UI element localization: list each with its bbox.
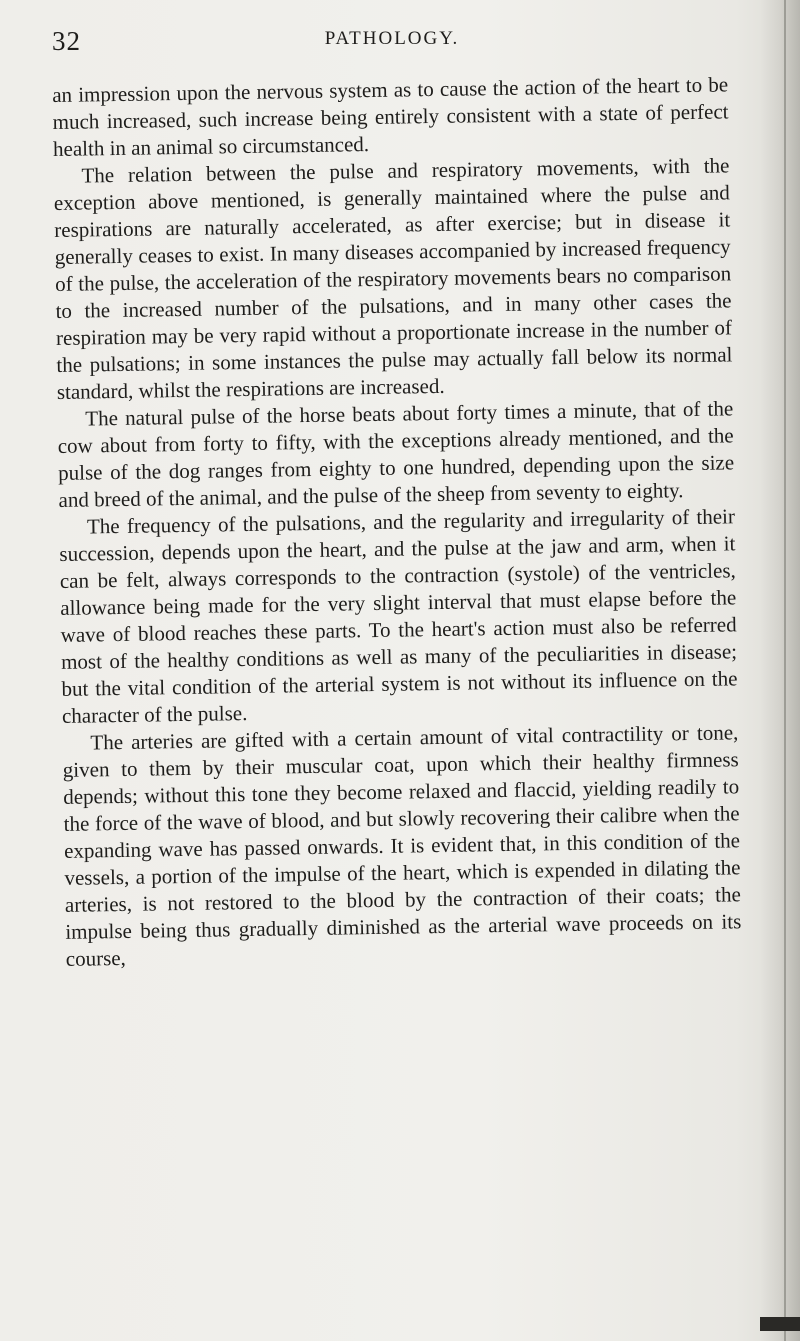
scan-edge-mark: [760, 1317, 800, 1331]
page-number: 32: [52, 26, 81, 56]
body-text: [52, 71, 742, 973]
paragraph-3: The natural pulse of the horse beats about forty times a minute, that of the cow about from forty to fifty, with the exceptions already mentioned, and the pulse of the dog ranges from eighty to one hundred, depending upon the size and breed of the animal, and the pulse of the sheep from seventy to eighty.: [57, 396, 735, 512]
page-edge-line: [784, 0, 786, 1341]
paragraph-1: an impression upon the nervous system as to cause the action of the heart to be much increased, such increase being entirely consistent with a state of perfect health in an animal so circumstanced.: [52, 72, 729, 161]
paragraph-4: The frequency of the pulsations, and the regularity and irregularity of their succession, depends upon the heart, and the pulse at the jaw and arm, when it can be felt, always corresponds to the contraction (systole) of the ventricles, allowance being made for the very slight interval that must elapse before the wave of blood reaches these parts. To the heart's action must also be referred most of the healthy conditions as well as many of the peculiarities in disease; but the vital condition of the arterial system is not without its influence on the character of the pulse.: [59, 504, 738, 728]
running-head: PATHOLOGY.: [324, 28, 460, 49]
paragraph-2: The relation between the pulse and respiratory movements, with the exception above mentioned, is generally maintained where the pulse and respirations are naturally accelerated, as after exercise; but in disease it generally ceases to exist. In many diseases accompanied by increased frequency of the pulse, the acceleration of the respiratory movements bears no comparison to the increased number of the pulsations, and in many other cases the respiration may be very rapid without a proportionate increase in the number of the pulsations; in some instances the pulse may actually fall below its normal standard, whilst the respirations are increased.: [53, 153, 733, 404]
paragraph-5: The arteries are gifted with a certain amount of vital contractility or tone, given to them by their muscular coat, upon which their healthy firmness depends; without this tone they become relaxed and flaccid, yielding readily to the force of the wave of blood, and but slowly recovering their calibre when the expanding wave has passed onwards. It is evident that, in this condition of the vessels, a portion of the impulse of the heart, which is expended in dilating the arteries, is not restored to the blood by the contraction of their coats; the impulse being thus gradually diminished as the arterial wave proceeds on its course,: [62, 720, 742, 971]
page-header: [52, 22, 732, 62]
page-edge-shadow: [760, 0, 800, 1341]
